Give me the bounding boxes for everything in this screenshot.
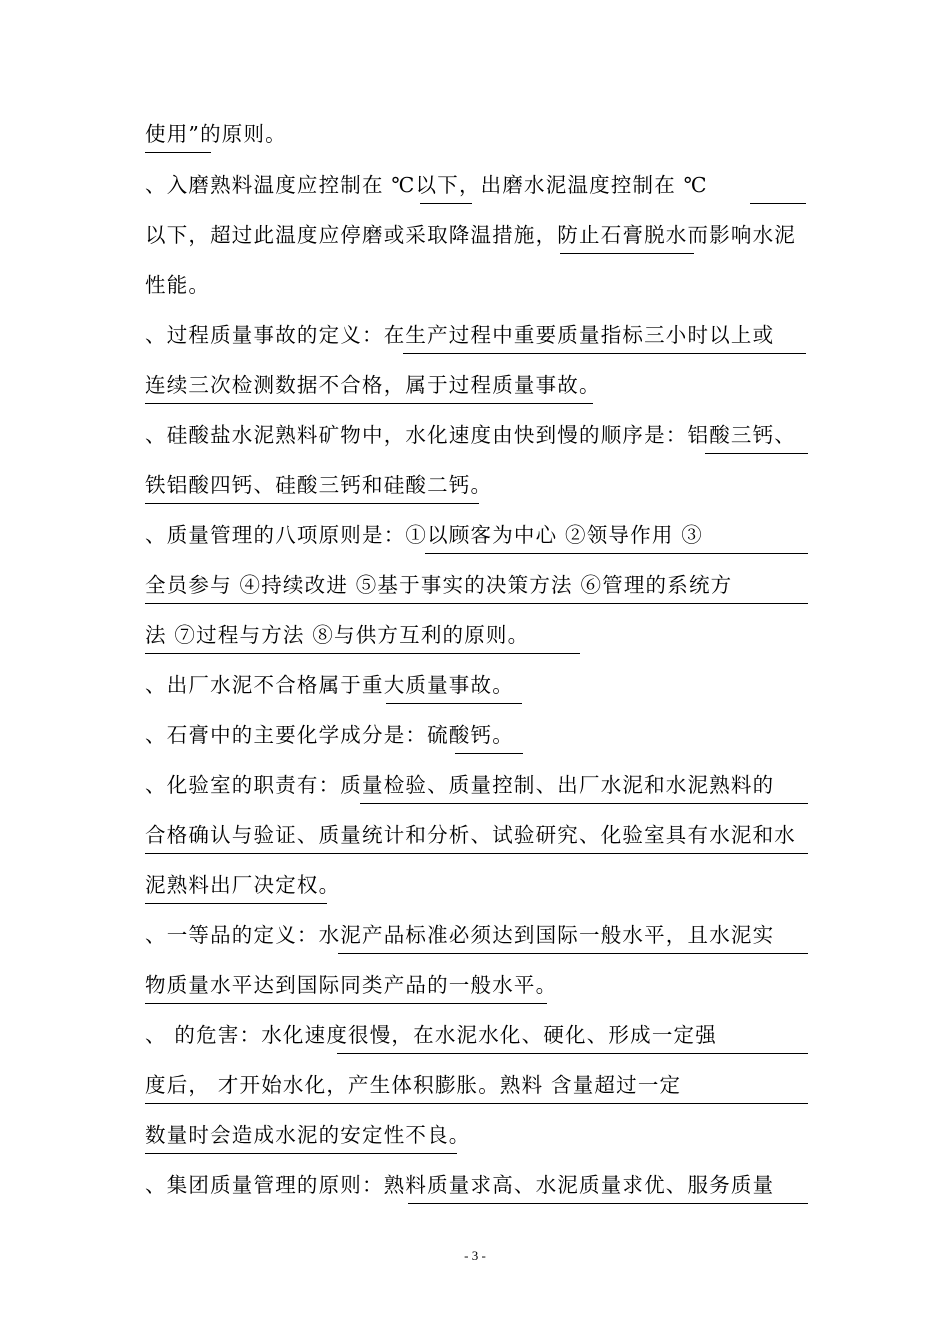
- text-line: 、出厂水泥不合格属于重大质量事故。: [145, 673, 514, 697]
- answer-underline: [145, 603, 808, 604]
- text-line: 性能。: [145, 273, 211, 297]
- answer-underline: [145, 1153, 457, 1154]
- text-line: 以下，超过此温度应停磨或采取降温措施，防止石膏脱水而影响水泥: [145, 223, 796, 247]
- answer-underline: [145, 1003, 547, 1004]
- text-line: 、质量管理的八项原则是：①以顾客为中心 ②领导作用 ③: [145, 523, 703, 547]
- text-line: 使用”的原则。: [145, 122, 287, 146]
- text-line: 物质量水平达到国际同类产品的一般水平。: [145, 973, 558, 997]
- text-line: 、石膏中的主要化学成分是：硫酸钙。: [145, 723, 514, 747]
- text-line: 连续三次检测数据不合格，属于过程质量事故。: [145, 373, 601, 397]
- answer-underline: [750, 203, 806, 204]
- answer-underline: [337, 1053, 808, 1054]
- text-line: 合格确认与验证、质量统计和分析、试验研究、化验室具有水泥和水: [145, 823, 796, 847]
- answer-underline: [145, 903, 327, 904]
- text-line: 、入磨熟料温度应控制在 ℃以下，出磨水泥温度控制在 ℃: [145, 173, 708, 197]
- text-line: 数量时会造成水泥的安定性不良。: [145, 1123, 471, 1147]
- answer-underline: [145, 1103, 808, 1104]
- answer-underline: [145, 403, 593, 404]
- text-line: 、化验室的职责有：质量检验、质量控制、出厂水泥和水泥熟料的: [145, 773, 775, 797]
- text-line: 法 ⑦过程与方法 ⑧与供方互利的原则。: [145, 623, 530, 647]
- answer-underline: [338, 953, 808, 954]
- text-line: 、集团质量管理的原则：熟料质量求高、水泥质量求优、服务质量: [145, 1173, 775, 1197]
- text-line: 度后， 才开始水化，产生体积膨胀。熟料 含量超过一定: [145, 1073, 682, 1097]
- answer-underline: [705, 453, 808, 454]
- answer-underline: [403, 353, 806, 354]
- answer-underline: [455, 753, 523, 754]
- answer-underline: [145, 653, 580, 654]
- page-number: - 3 -: [464, 1248, 486, 1263]
- text-line: 全员参与 ④持续改进 ⑤基于事实的决策方法 ⑥管理的系统方: [145, 573, 733, 597]
- text-line: 、一等品的定义：水泥产品标准必须达到国际一般水平，且水泥实: [145, 923, 775, 947]
- text-line: 、硅酸盐水泥熟料矿物中，水化速度由快到慢的顺序是：铝酸三钙、: [145, 423, 796, 447]
- answer-underline: [425, 553, 808, 554]
- answer-underline: [386, 703, 522, 704]
- answer-underline: [145, 503, 479, 504]
- answer-underline: [408, 1203, 808, 1204]
- text-line: 、过程质量事故的定义：在生产过程中重要质量指标三小时以上或: [145, 323, 775, 347]
- text-line: 、 的危害：水化速度很慢，在水泥水化、硬化、形成一定强: [145, 1023, 717, 1047]
- answer-underline: [420, 203, 472, 204]
- text-line: 泥熟料出厂决定权。: [145, 873, 341, 897]
- answer-underline: [360, 803, 808, 804]
- text-line: 铁铝酸四钙、硅酸三钙和硅酸二钙。: [145, 473, 493, 497]
- answer-underline: [145, 853, 808, 854]
- answer-underline: [145, 152, 211, 153]
- answer-underline: [560, 253, 694, 254]
